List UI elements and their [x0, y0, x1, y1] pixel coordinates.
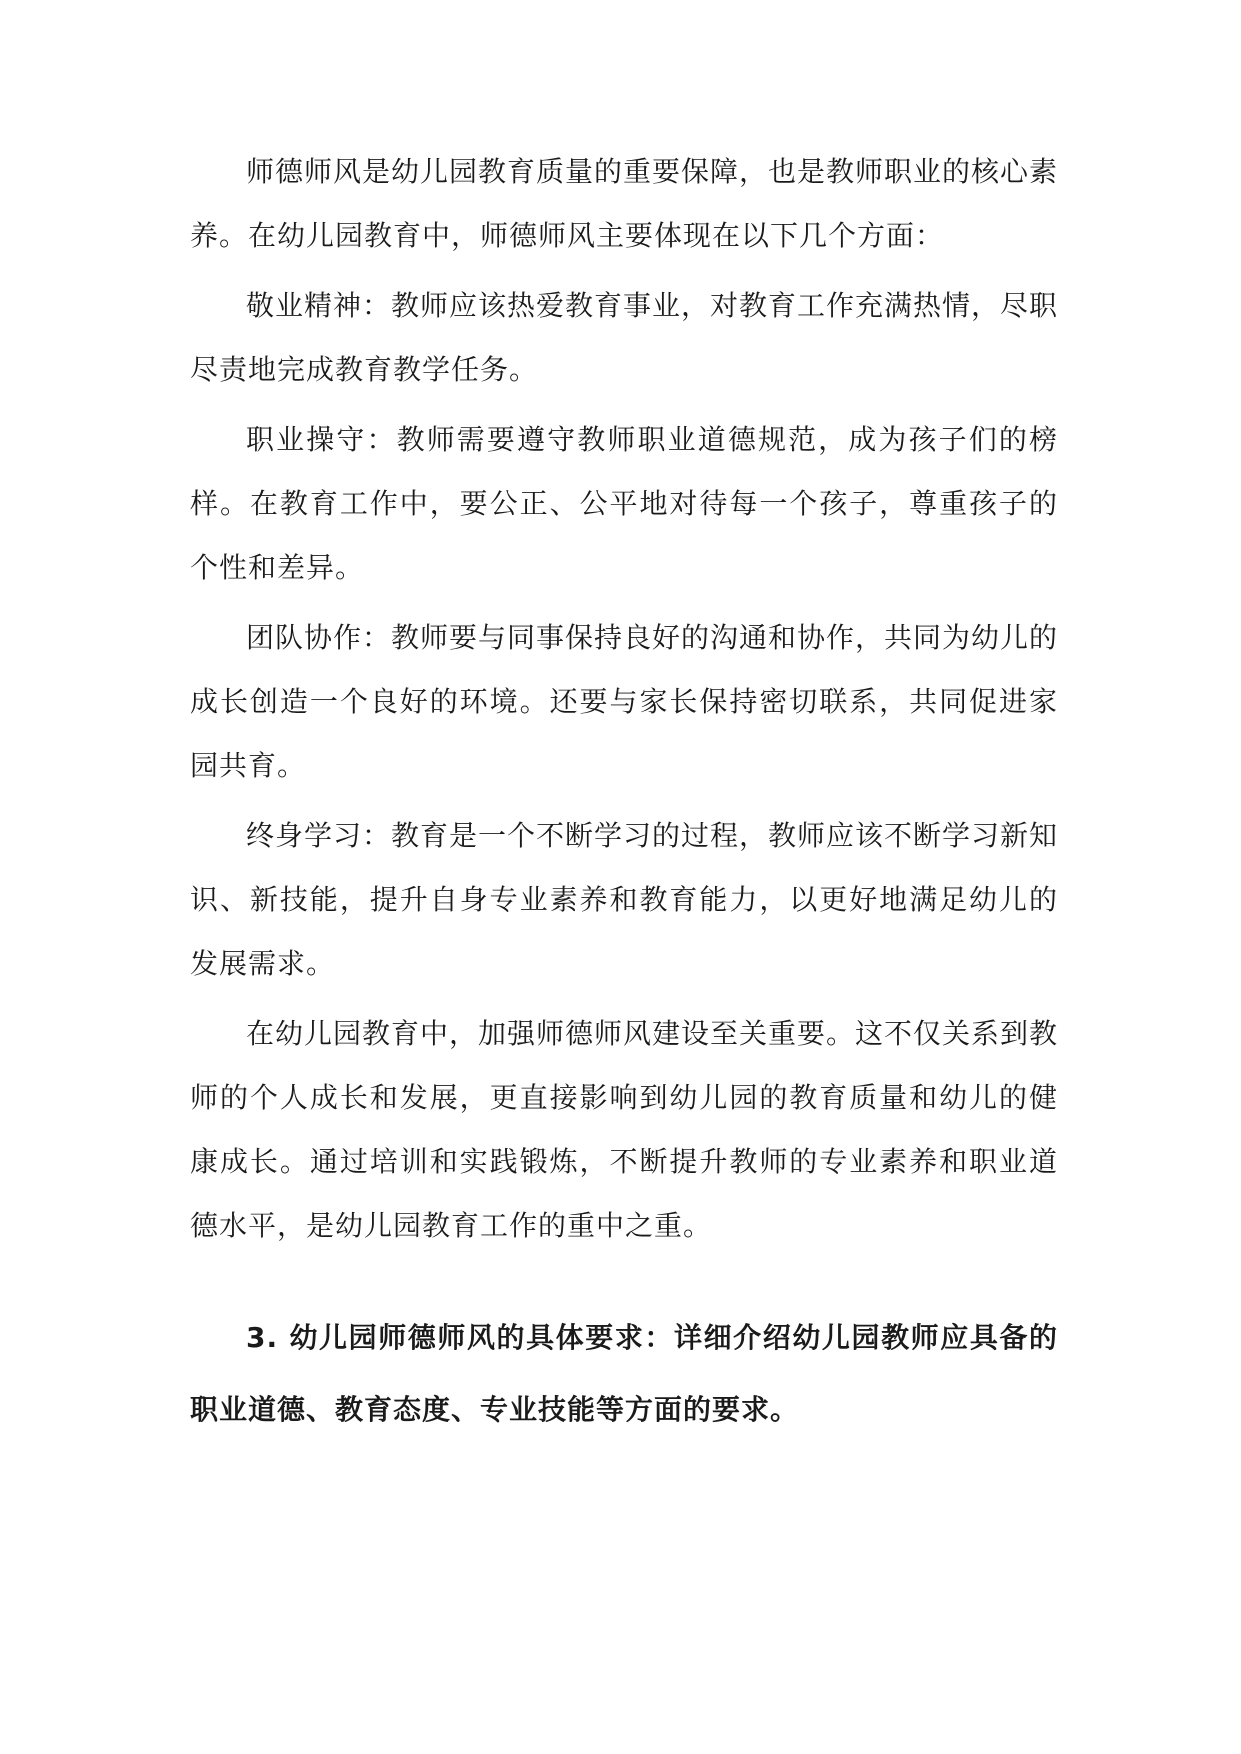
- paragraph-professional-ethics: 职业操守：教师需要遵守教师职业道德规范，成为孩子们的榜样。在教育工作中，要公正、公平地对待每一个孩子，尊重孩子的个性和差异。: [190, 423, 1058, 584]
- paragraph-teamwork: 团队协作：教师要与同事保持良好的沟通和协作，共同为幼儿的成长创造一个良好的环境。还要与家长保持密切联系，共同促进家园共育。: [190, 621, 1059, 782]
- paragraph-conclusion: 在幼儿园教育中，加强师德师风建设至关重要。这不仅关系到教师的个人成长和发展，更直接影响到幼儿园的教育质量和幼儿的健康成长。通过培训和实践锻炼，不断提升教师的专业素养和职业道德水平，是幼儿园教育工作的重中之重。: [190, 1017, 1059, 1242]
- paragraph-lifelong-learning: 终身学习：教育是一个不断学习的过程，教师应该不断学习新知识、新技能，提升自身专业素养和教育能力，以更好地满足幼儿的发展需求。: [190, 819, 1059, 980]
- document-page: [190, 140, 1058, 1446]
- section-heading: 3. 幼儿园师德师风的具体要求：详细介绍幼儿园教师应具备的职业道德、教育态度、专业技能等方面的要求。: [190, 1321, 1058, 1426]
- paragraph-dedication: 敬业精神：教师应该热爱教育事业，对教育工作充满热情，尽职尽责地完成教育教学任务。: [190, 289, 1059, 386]
- paragraph-intro: 师德师风是幼儿园教育质量的重要保障，也是教师职业的核心素养。在幼儿园教育中，师德师风主要体现在以下几个方面：: [190, 155, 1059, 252]
